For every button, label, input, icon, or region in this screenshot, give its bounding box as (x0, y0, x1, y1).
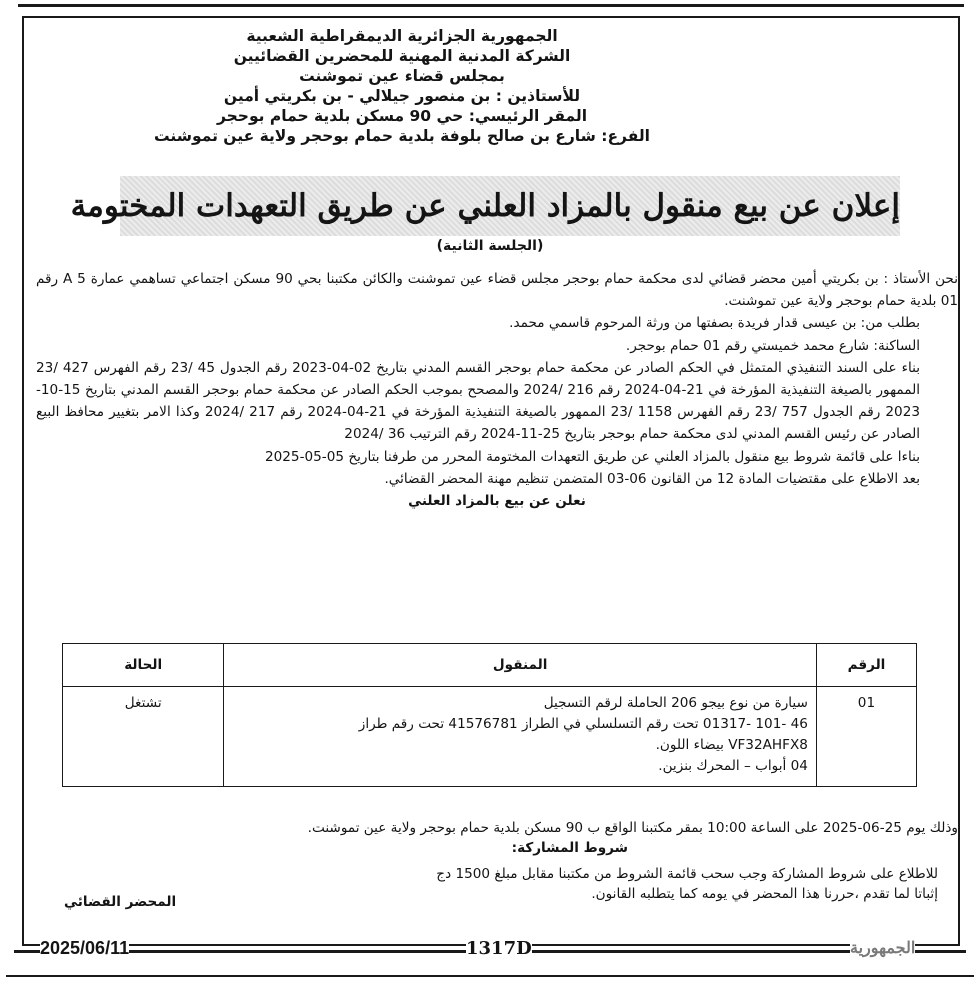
item-line-2: 46 -101 -01317 تحت رقم التسلسلي في الطراز 41576781 تحت رقم طراز (358, 716, 808, 732)
page-footer (14, 936, 966, 966)
item-line-1: سيارة من نوع بيجو 206 الحاملة لرقم التسجيل (543, 695, 808, 711)
body-requester: بطلب من: بن عيسى قدار فريدة بصفتها من ورثة المرحوم قاسمي محمد. (509, 315, 920, 332)
header-line-5: المقر الرئيسي: حي 90 مسكن بلدية حمام بوحجر (216, 107, 588, 125)
header-item: المنقول (224, 644, 817, 687)
header-status: الحالة (63, 644, 224, 687)
body-conditions-list: بناءا على قائمة شروط بيع منقول بالمزاد العلني عن طريق التعهدات المختومة المحرر من طرفنا بتاريخ 05-05-2025 (264, 448, 920, 465)
items-table (62, 643, 917, 787)
table-header-row (63, 644, 917, 687)
bottom-rule (6, 975, 974, 977)
header-number: الرقم (816, 644, 916, 687)
body-legal-basis: بناء على السند التنفيذي المتمثل في الحكم الصادر عن محكمة حمام بوحجر القسم المدني بتاريخ 02-04-2023 رقم الجدول 45 /23 رقم الفهرس 427 /23 الممهور بالصيغة التنفيذية المؤرخة في 21-04-2024 رقم 216 /2024 والمصحح بموجب الحكم الصادر عن محكمة حمام بوحجر القسم المدني بتاريخ 15-10-2023 رقم الجدول 757 /23 رقم الفهرس 1158 /23 الممهور بالصيغة التنفيذية المؤرخة في 21-04-2024 رقم 217 /2024 وكذا الامر بتغيير محافظ البيع الصادر عن رئيس القسم المدني لدى محكمة حمام بوحجر بتاريخ 25-11-2024 رقم الترتيب 36 /2024 (36, 359, 921, 443)
body-intro: نحن الأستاذ : بن بكريتي أمين محضر قضائي لدى محكمة حمام بوحجر مجلس قضاء عين تموشنت والكائن مكتبنا بحي 90 مسكن اجتماعي تساهمي عمارة A 5 رقم 01 بلدية حمام بوحجر ولاية عين تموشنت. (36, 271, 958, 310)
conditions-title: شروط المشاركة: (511, 840, 628, 856)
notice-body (36, 268, 958, 512)
row-status: تشتغل (63, 687, 224, 787)
newspaper-logo: الجمهورية (850, 938, 916, 957)
notice-header (40, 26, 764, 146)
notice-details (36, 818, 958, 904)
body-article-ref: بعد الاطلاع على مقتضيات المادة 12 من القانون 06-03 المتضمن تنظيم مهنة المحضر القضائي. (384, 470, 920, 487)
header-line-1: الجمهورية الجزائرية الديمقراطية الشعبية (246, 27, 558, 45)
row-item (224, 687, 817, 787)
notice-title: إعلان عن بيع منقول بالمزاد العلني عن طريق التعهدات المختومة (70, 188, 900, 224)
header-line-2: الشركة المدنية المهنية للمحضرين القضائيين (233, 47, 571, 65)
body-address: الساكنة: شارع محمد خميستي رقم 01 حمام بوحجر. (625, 337, 920, 354)
header-line-4: للأستاذين : بن منصور جيلالي - بن بكريتي أمين (223, 87, 581, 105)
closing-line: إثباتا لما تقدم ،حررنا هذا المحضر في يومه كما يتطلبه القانون. (591, 886, 938, 902)
notice-subtitle: (الجلسة الثانية) (436, 238, 544, 254)
footer-number: 1317D (466, 938, 532, 959)
sale-date-line: وذلك يوم 25-06-2025 على الساعة 10:00 بمقر مكتبنا الواقع ب 90 مسكن بلدية حمام بوحجر ولاية عين تموشنت. (307, 820, 958, 836)
table-row (63, 687, 917, 787)
body-announcement: نعلن عن بيع بالمزاد العلني (408, 493, 586, 510)
conditions-line: للاطلاع على شروط المشاركة وجب سحب قائمة الشروط من مكتبنا مقابل مبلغ 1500 دج (436, 866, 938, 882)
header-line-3: بمجلس قضاء عين تموشنت (299, 67, 505, 85)
row-number: 01 (816, 687, 916, 787)
signature-label: المحضر القضائي (64, 894, 177, 910)
item-line-3: VF32AHFX8 بيضاء اللون. (655, 737, 808, 753)
item-line-4: 04 أبواب – المحرك بنزين. (658, 758, 808, 774)
footer-date: 2025/06/11 (40, 938, 130, 958)
header-line-6: الفرع: شارع بن صالح بلوفة بلدية حمام بوحجر ولاية عين تموشنت (154, 127, 650, 145)
top-rule (18, 4, 964, 7)
